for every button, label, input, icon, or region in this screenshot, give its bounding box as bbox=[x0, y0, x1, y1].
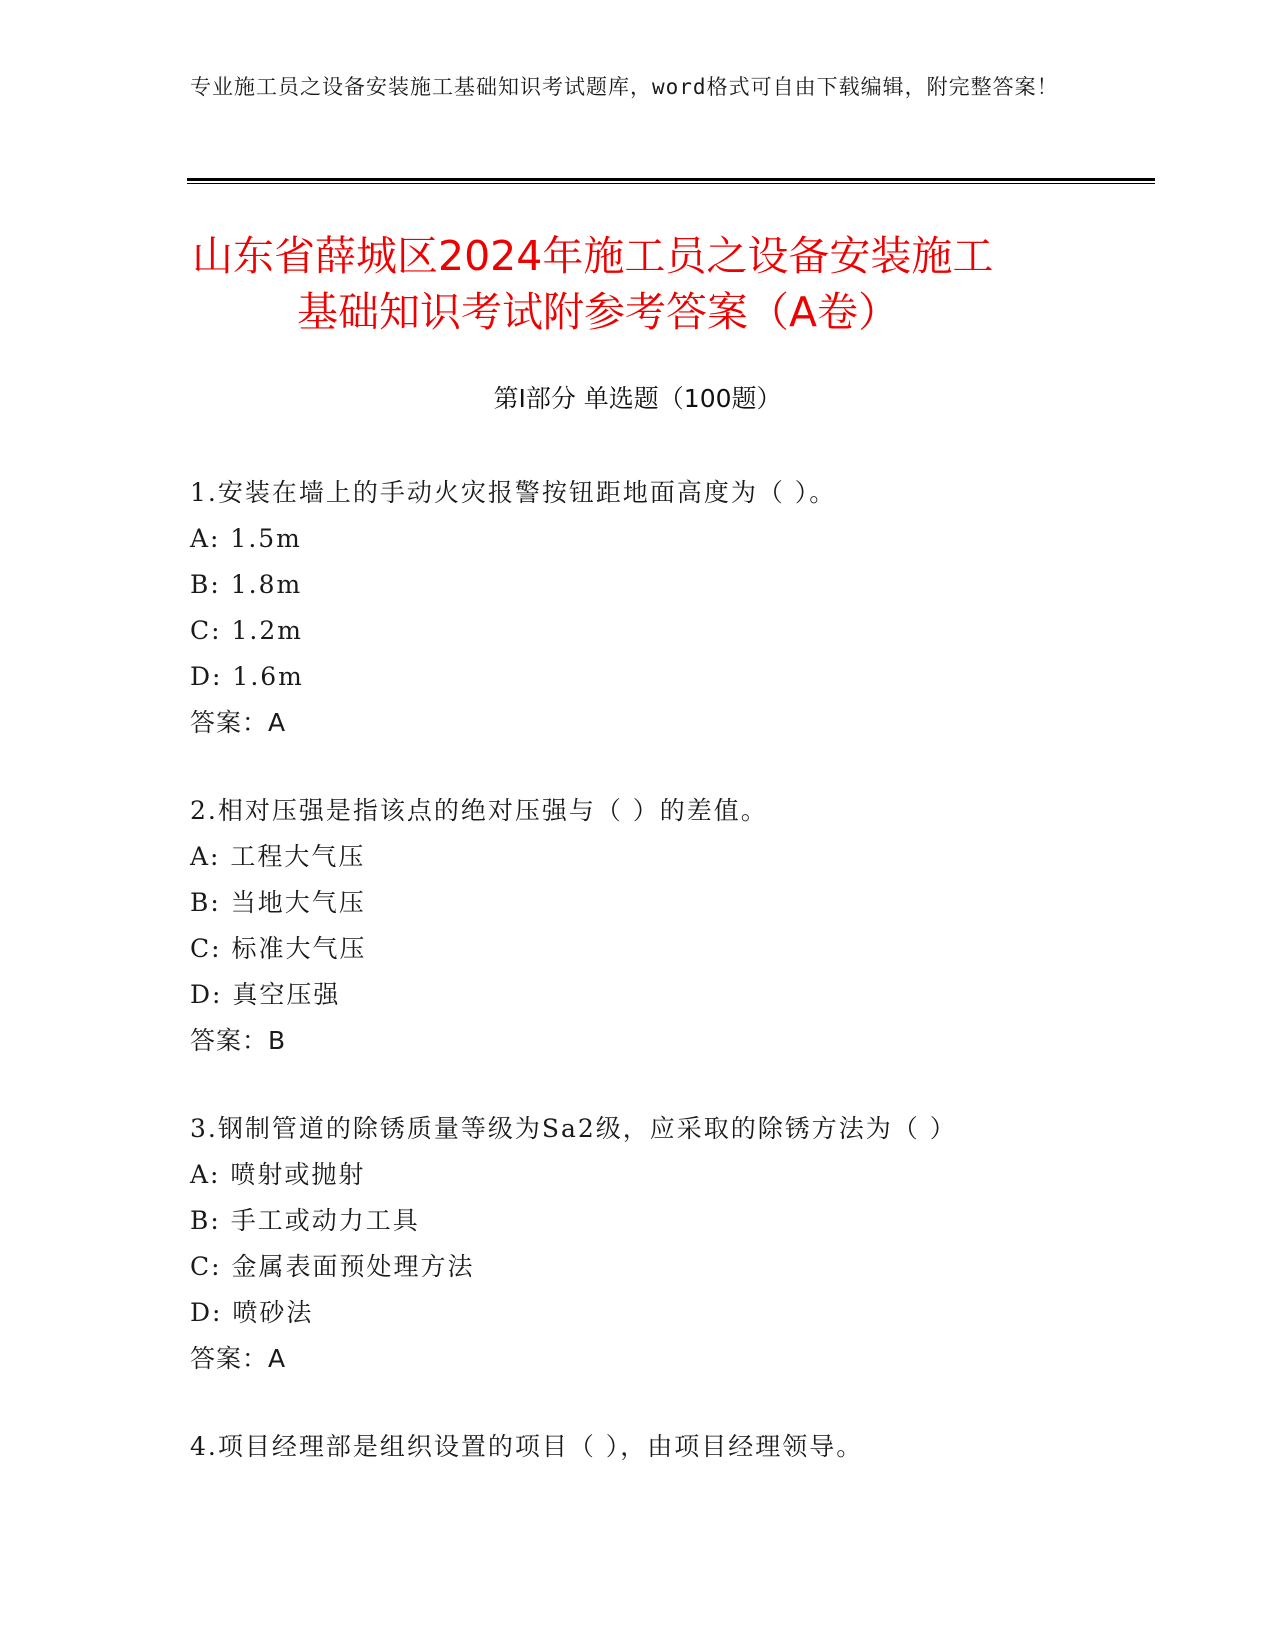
answer: 答案：A bbox=[190, 708, 287, 737]
question-stem: 3.钢制管道的除锈质量等级为Sa2级，应采取的除锈方法为（ ） bbox=[190, 1114, 957, 1143]
question-1 bbox=[190, 470, 1150, 746]
option-d: D: 真空压强 bbox=[190, 980, 341, 1009]
answer: 答案：B bbox=[190, 1026, 287, 1055]
header-rule-thin bbox=[187, 183, 1155, 184]
question-stem: 1.安装在墙上的手动火灾报警按钮距地面高度为（ ）。 bbox=[190, 478, 837, 507]
option-d: D: 1.6m bbox=[190, 662, 304, 691]
option-a: A: 1.5m bbox=[190, 524, 302, 553]
header-rule-thick bbox=[187, 178, 1155, 181]
option-d: D: 喷砂法 bbox=[190, 1298, 314, 1327]
option-a: A: 工程大气压 bbox=[190, 842, 366, 871]
option-c: C: 金属表面预处理方法 bbox=[190, 1252, 475, 1281]
option-a: A: 喷射或抛射 bbox=[190, 1160, 366, 1189]
option-b: B: 手工或动力工具 bbox=[190, 1206, 420, 1235]
question-3 bbox=[190, 1106, 1150, 1382]
option-b: B: 1.8m bbox=[190, 570, 303, 599]
option-c: C: 1.2m bbox=[190, 616, 303, 645]
question-4 bbox=[190, 1424, 1150, 1470]
section-title: 第Ⅰ部分 单选题（100题） bbox=[493, 384, 782, 413]
question-stem: 2.相对压强是指该点的绝对压强与（ ）的差值。 bbox=[190, 796, 768, 825]
option-b: B: 当地大气压 bbox=[190, 888, 366, 917]
answer: 答案：A bbox=[190, 1344, 287, 1373]
document-title-line-1: 山东省薛城区2024年施工员之设备安装施工 bbox=[192, 232, 994, 280]
question-2 bbox=[190, 788, 1150, 1064]
header-note: 专业施工员之设备安装施工基础知识考试题库，word格式可自由下载编辑，附完整答案！ bbox=[190, 75, 1059, 99]
document-title-line-2: 基础知识考试附参考答案（A卷） bbox=[297, 288, 900, 336]
question-stem: 4.项目经理部是组织设置的项目（ ），由项目经理领导。 bbox=[190, 1432, 864, 1461]
option-c: C: 标准大气压 bbox=[190, 934, 367, 963]
document-title bbox=[180, 228, 1100, 340]
